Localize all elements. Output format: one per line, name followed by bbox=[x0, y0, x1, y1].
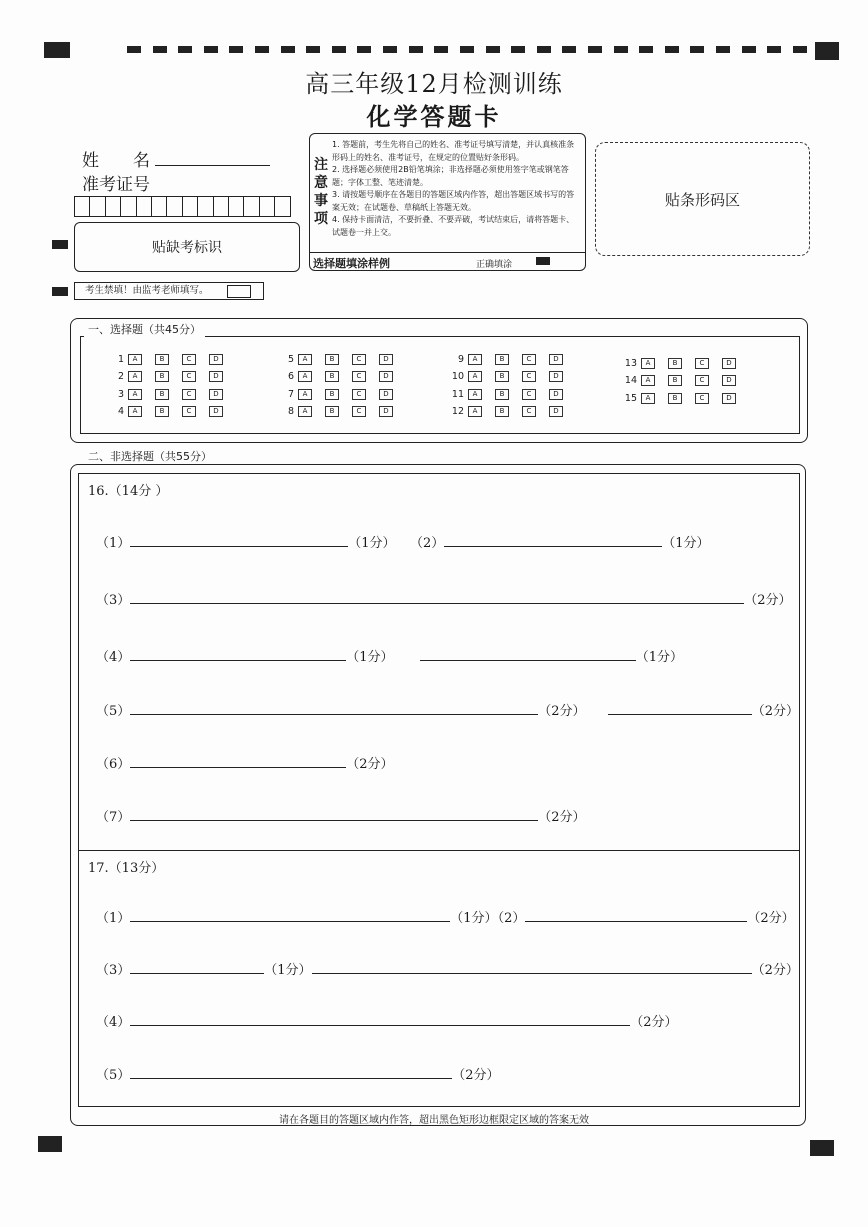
q17-3-answer-b[interactable] bbox=[312, 961, 752, 974]
absent-note: 考生禁填！由监考老师填写。 bbox=[74, 282, 264, 300]
filled-sample-mark bbox=[536, 257, 550, 265]
q16-2-answer[interactable] bbox=[444, 534, 662, 547]
mc-question-9 bbox=[450, 354, 576, 365]
mc-option-d[interactable]: D bbox=[549, 354, 563, 365]
name-row bbox=[82, 146, 270, 171]
exam-title: 高三年级12月检测训练 bbox=[305, 70, 563, 98]
q17-4: （4） （2分） bbox=[96, 1015, 678, 1030]
mc-option-b[interactable]: B bbox=[495, 371, 509, 382]
q16-1-answer[interactable] bbox=[130, 534, 348, 547]
mc-option-b[interactable]: B bbox=[495, 354, 509, 365]
name-field[interactable] bbox=[155, 151, 270, 166]
mc-option-a[interactable]: A bbox=[468, 354, 482, 365]
mc-option-b[interactable]: B bbox=[668, 358, 682, 369]
notice-title: 注意事项 bbox=[314, 157, 328, 227]
mc-option-d[interactable]: D bbox=[379, 354, 393, 365]
mc-option-a[interactable]: A bbox=[298, 406, 312, 417]
mc-option-c[interactable]: C bbox=[352, 354, 366, 365]
mc-option-a[interactable]: A bbox=[128, 371, 142, 382]
mc-option-c[interactable]: C bbox=[522, 371, 536, 382]
mc-question-number: 2 bbox=[117, 371, 124, 382]
q17-3: （3） （1分） （2分） bbox=[96, 963, 799, 978]
q17-2-answer[interactable] bbox=[525, 909, 747, 922]
mc-option-a[interactable]: A bbox=[468, 406, 482, 417]
mc-option-d[interactable]: D bbox=[209, 406, 223, 417]
q16-7-answer[interactable] bbox=[130, 808, 538, 821]
mc-option-a[interactable]: A bbox=[128, 406, 142, 417]
mc-option-b[interactable]: B bbox=[155, 371, 169, 382]
q16-5-answer-b[interactable] bbox=[608, 702, 752, 715]
absent-checkbox[interactable] bbox=[227, 285, 251, 298]
mc-option-c[interactable]: C bbox=[695, 393, 709, 404]
barcode-area: 贴条形码区 bbox=[595, 142, 810, 256]
q16-6-answer[interactable] bbox=[130, 755, 346, 768]
q16-3-answer[interactable] bbox=[130, 591, 744, 604]
mc-option-d[interactable]: D bbox=[209, 371, 223, 382]
q17-5: （5） （2分） bbox=[96, 1068, 500, 1083]
fill-sample: 选择题填涂样例 正确填涂 bbox=[310, 252, 585, 271]
q16-3: （3） （2分） bbox=[96, 593, 792, 608]
section1-label: 一、选择题（共45分） bbox=[84, 321, 205, 337]
q17-4-answer[interactable] bbox=[130, 1013, 630, 1026]
mc-option-c[interactable]: C bbox=[182, 406, 196, 417]
mc-question-11 bbox=[450, 389, 576, 400]
card-title: 化学答题卡 bbox=[366, 103, 502, 131]
q16-7: （7） （2分） bbox=[96, 810, 586, 825]
mc-question-number: 10 bbox=[451, 371, 464, 382]
mc-option-d[interactable]: D bbox=[209, 354, 223, 365]
mc-question-number: 8 bbox=[287, 406, 294, 417]
mc-option-a[interactable]: A bbox=[298, 354, 312, 365]
q16-2: （2） （1分） bbox=[410, 536, 710, 551]
mc-question-number: 3 bbox=[117, 389, 124, 400]
mc-question-10 bbox=[450, 371, 576, 382]
mc-option-d[interactable]: D bbox=[209, 389, 223, 400]
mc-question-number: 13 bbox=[624, 358, 637, 369]
mc-option-b[interactable]: B bbox=[668, 375, 682, 386]
q16-4-answer-b[interactable] bbox=[420, 648, 636, 661]
q16-4-answer-a[interactable] bbox=[130, 648, 346, 661]
q16-6: （6） （2分） bbox=[96, 757, 394, 772]
mc-option-a[interactable]: A bbox=[298, 371, 312, 382]
name-label: 姓 名 bbox=[82, 151, 150, 171]
mc-question-number: 1 bbox=[117, 354, 124, 365]
mc-option-b[interactable]: B bbox=[325, 371, 339, 382]
mc-question-12 bbox=[450, 406, 576, 417]
mc-option-d[interactable]: D bbox=[722, 393, 736, 404]
mc-question-number: 11 bbox=[451, 389, 464, 400]
mc-option-c[interactable]: C bbox=[695, 375, 709, 386]
mc-option-b[interactable]: B bbox=[155, 406, 169, 417]
mc-option-b[interactable]: B bbox=[155, 354, 169, 365]
q16-header: 16.（14分 ） bbox=[88, 484, 169, 499]
timing-mark bbox=[52, 240, 68, 249]
mc-question-number: 12 bbox=[451, 406, 464, 417]
mc-question-4 bbox=[110, 406, 236, 417]
mc-option-c[interactable]: C bbox=[352, 371, 366, 382]
exam-id-grid[interactable] bbox=[74, 196, 291, 217]
mc-question-7 bbox=[280, 389, 406, 400]
mc-option-d[interactable]: D bbox=[379, 371, 393, 382]
timing-mark bbox=[52, 287, 68, 296]
mc-option-c[interactable]: C bbox=[182, 389, 196, 400]
mc-question-14 bbox=[623, 375, 749, 386]
mc-option-d[interactable]: D bbox=[549, 371, 563, 382]
mc-option-a[interactable]: A bbox=[641, 393, 655, 404]
mc-question-1 bbox=[110, 354, 236, 365]
mc-option-b[interactable]: B bbox=[495, 406, 509, 417]
mc-option-d[interactable]: D bbox=[722, 358, 736, 369]
timing-track bbox=[127, 46, 807, 54]
mc-question-number: 4 bbox=[117, 406, 124, 417]
q16-4: （4） （1分） （1分） bbox=[96, 650, 683, 665]
mc-question-number: 9 bbox=[457, 354, 464, 365]
q16-5: （5） （2分） （2分） bbox=[96, 704, 799, 719]
mc-option-d[interactable]: D bbox=[549, 389, 563, 400]
mc-option-a[interactable]: A bbox=[128, 389, 142, 400]
registration-mark-bottom-right bbox=[810, 1140, 834, 1156]
mc-question-number: 6 bbox=[287, 371, 294, 382]
mc-question-3 bbox=[110, 389, 236, 400]
mc-option-b[interactable]: B bbox=[325, 389, 339, 400]
mc-question-number: 14 bbox=[624, 375, 637, 386]
q17-1-answer[interactable] bbox=[130, 909, 450, 922]
q17-5-answer[interactable] bbox=[130, 1066, 452, 1079]
q17-header: 17.（13分） bbox=[88, 861, 165, 876]
mc-question-number: 7 bbox=[287, 389, 294, 400]
mc-option-a[interactable]: A bbox=[641, 358, 655, 369]
mc-question-2 bbox=[110, 371, 236, 382]
q17-3-answer-a[interactable] bbox=[130, 961, 264, 974]
mc-option-c[interactable]: C bbox=[182, 354, 196, 365]
mc-option-c[interactable]: C bbox=[352, 406, 366, 417]
mc-question-6 bbox=[280, 371, 406, 382]
mc-question-number: 15 bbox=[624, 393, 637, 404]
mc-option-b[interactable]: B bbox=[155, 389, 169, 400]
mc-option-a[interactable]: A bbox=[298, 389, 312, 400]
mc-option-c[interactable]: C bbox=[522, 406, 536, 417]
exam-id-label: 准考证号 bbox=[82, 175, 150, 195]
mc-option-a[interactable]: A bbox=[468, 389, 482, 400]
mc-option-c[interactable]: C bbox=[522, 389, 536, 400]
mc-option-d[interactable]: D bbox=[379, 389, 393, 400]
mc-option-d[interactable]: D bbox=[379, 406, 393, 417]
registration-mark-bottom-left bbox=[38, 1136, 62, 1152]
registration-mark-top-right bbox=[815, 42, 839, 60]
mc-question-13 bbox=[623, 358, 749, 369]
mc-option-b[interactable]: B bbox=[495, 389, 509, 400]
q16-1: （1） （1分） bbox=[96, 536, 396, 551]
registration-mark-top-left bbox=[44, 42, 70, 58]
mc-option-a[interactable]: A bbox=[128, 354, 142, 365]
mc-option-c[interactable]: C bbox=[352, 389, 366, 400]
mc-question-5 bbox=[280, 354, 406, 365]
absent-mark-box: 贴缺考标识 bbox=[74, 222, 300, 272]
mc-question-15 bbox=[623, 393, 749, 404]
mc-option-b[interactable]: B bbox=[668, 393, 682, 404]
q17-1-2: （1） （1分）（2） （2分） bbox=[96, 911, 795, 926]
mc-option-d[interactable]: D bbox=[549, 406, 563, 417]
mc-question-8 bbox=[280, 406, 406, 417]
footer-note: 请在各题目的答题区域内作答，超出黑色矩形边框限定区域的答案无效 bbox=[279, 1115, 589, 1126]
mc-option-b[interactable]: B bbox=[325, 354, 339, 365]
notice-items: 1. 答题前，考生先将自己的姓名、准考证号填写清楚，并认真核准条形码上的姓名、准考证号，在规定的位置贴好条形码。 2. 选择题必须使用2B铅笔填涂；非选择题必须使用签字笔或钢笔答题；字体工整、笔迹清楚。 3. 请按题号顺序在各题目的答题区域内作答，超出答题区域书写的答案无效；在试题卷、草稿纸上答题无效。 4. 保持卡面清洁，不要折叠、不要弄破，考试结束后，请将答题卡、试题卷一并上交。 bbox=[332, 140, 575, 237]
mc-option-c[interactable]: C bbox=[695, 358, 709, 369]
q16-5-answer-a[interactable] bbox=[130, 702, 538, 715]
mc-option-c[interactable]: C bbox=[182, 371, 196, 382]
mc-option-d[interactable]: D bbox=[722, 375, 736, 386]
mc-question-number: 5 bbox=[287, 354, 294, 365]
mc-option-a[interactable]: A bbox=[468, 371, 482, 382]
mc-option-c[interactable]: C bbox=[522, 354, 536, 365]
mc-option-b[interactable]: B bbox=[325, 406, 339, 417]
section2-label: 二、非选择题（共55分） bbox=[84, 448, 216, 464]
notice-box bbox=[309, 133, 586, 271]
mc-option-a[interactable]: A bbox=[641, 375, 655, 386]
